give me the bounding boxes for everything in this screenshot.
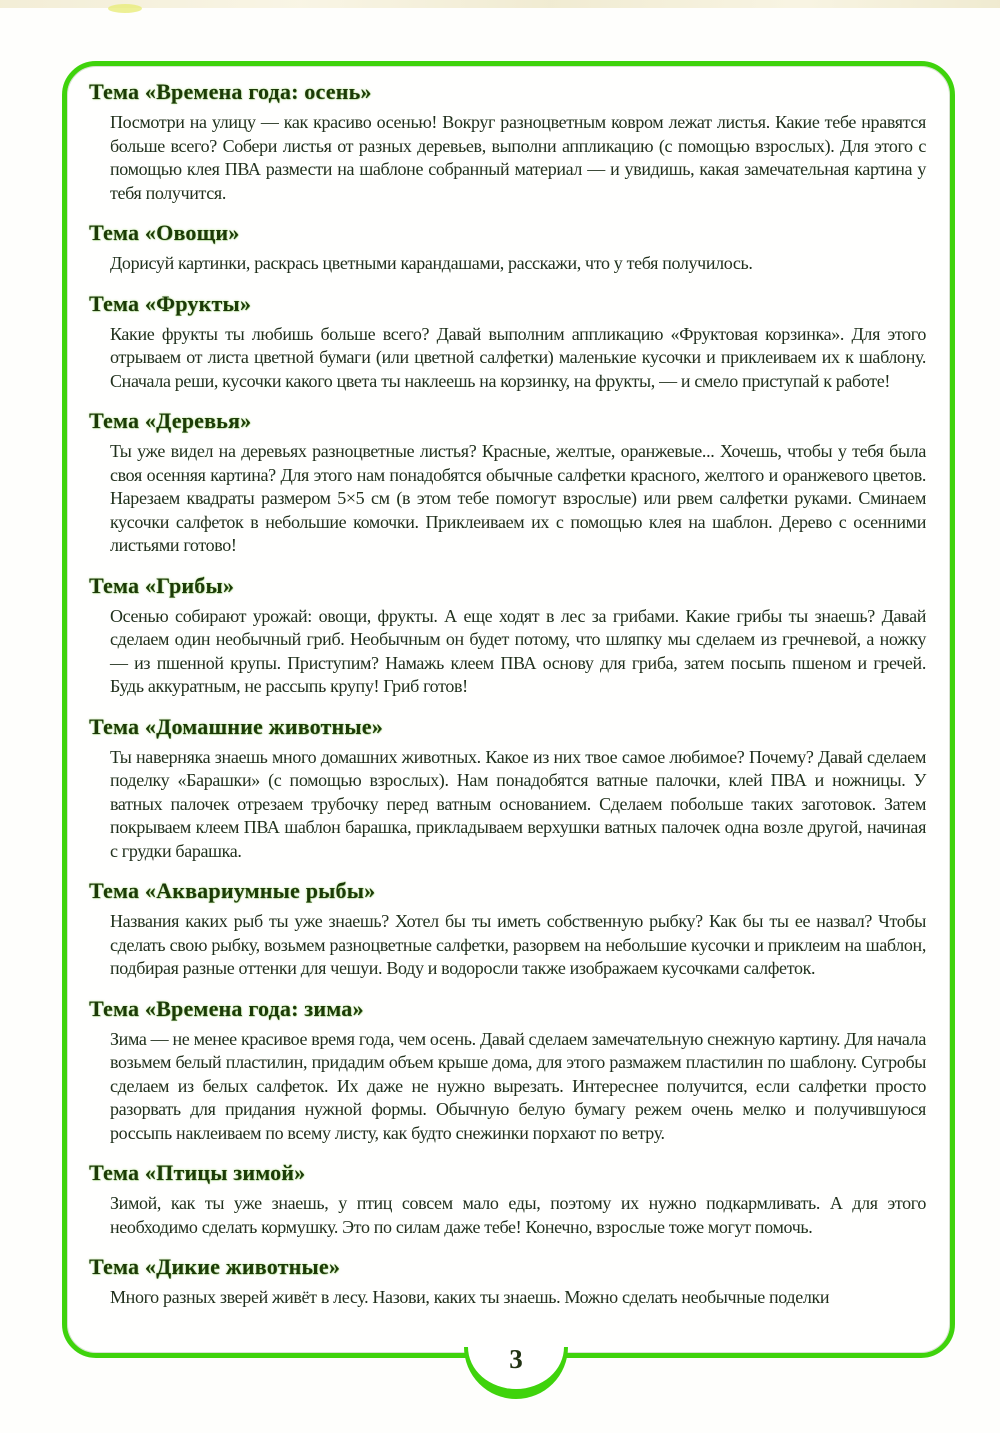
page-number: 3 — [509, 1344, 523, 1374]
section — [89, 79, 936, 205]
section — [89, 714, 936, 864]
section — [89, 1254, 936, 1310]
section-heading: Тема «Птицы зимой» — [89, 1160, 306, 1185]
section-paragraph: Посмотри на улицу — как красиво осенью! Вокруг разноцветным ковром лежат листья. Какие тебе нравятся больше всего? Собери листья от разных деревьев, выполни аппликацию (с помощью взрослых). Для этого с помощью клея ПВА размести на шаблоне собранный материал — и увидишь, какая замечательная картина у тебя получится. — [110, 112, 926, 203]
section-heading: Тема «Времена года: осень» — [89, 79, 372, 104]
section-heading: Тема «Дикие животные» — [89, 1254, 341, 1279]
section — [89, 878, 936, 981]
section — [89, 408, 936, 558]
section — [89, 291, 936, 394]
scan-smudge — [108, 4, 142, 13]
page-number-tab — [464, 1344, 568, 1399]
section-paragraph: Какие фрукты ты любишь больше всего? Давай выполним аппликацию «Фруктовая корзинка». Для этого отрываем от листа цветной бумаги (или цветной салфетки) маленькие кусочки и приклеиваем их к шаблону. Сначала реши, кусочки какого цвета ты наклеешь на корзинку, на фрукты, — и смело приступай к работе! — [110, 323, 926, 391]
section-paragraph: Названия каких рыб ты уже знаешь? Хотел бы ты иметь собственную рыбку? Как бы ты ее назвал? Чтобы сделать свою рыбку, возьмем разноцветные салфетки, разорвем на небольшие кусочки и приклеим на шаблон, подбирая разные оттенки для чешуи. Воду и водоросли также изображаем кусочками салфеток. — [110, 911, 926, 978]
section-paragraph: Осенью собирают урожай: овощи, фрукты. А еще ходят в лес за грибами. Какие грибы ты знаешь? Давай сделаем один необычный гриб. Необычным он будет потому, что шляпку мы сделаем из гречневой, а ножку — из пшенной крупы. Приступим? Намажь клеем ПВА основу для гриба, затем посыпь пшеном и гречей. Будь аккуратным, не рассыпь крупу! Гриб готов! — [110, 605, 926, 696]
scanned-page-edge — [0, 0, 1000, 8]
section-paragraph: Зимой, как ты уже знаешь, у птиц совсем мало еды, поэтому их нужно подкармливать. А для этого необходимо сделать кормушку. Это по силам даже тебе! Конечно, взрослые тоже могут помочь. — [110, 1193, 926, 1237]
section-heading: Тема «Домашние животные» — [89, 713, 383, 739]
section-paragraph: Зима — не менее красивое время года, чем осень. Давай сделаем замечательную снежную картину. Для начала возьмем белый пластилин, придадим объем крыше дома, для этого размажем пластилин по шаблону. Сугробы сделаем из белых салфеток. Их даже не нужно вырезать. Интереснее получится, если салфетки просто разорвать для придания нужной формы. Обычную белую бумагу режем очень мелко и получившуюся россыпь наклеиваем по всему листу, как будто снежинки порхают по ветру. — [110, 1028, 926, 1143]
section-heading: Тема «Аквариумные рыбы» — [89, 878, 376, 903]
section-paragraph: Много разных зверей живёт в лесу. Назови, каких ты знаешь. Можно сделать необычные поделки — [110, 1287, 830, 1307]
section-paragraph: Дорисуй картинки, раскрась цветными карандашами, расскажи, что у тебя получилось. — [110, 253, 753, 273]
section — [89, 220, 936, 276]
content-frame — [62, 61, 955, 1374]
section-paragraph: Ты уже видел на деревьях разноцветные листья? Красные, желтые, оранжевые... Хочешь, чтобы у тебя была своя осенняя картина? Для этого нам понадобятся обычные салфетки красного, желтого и оранжевого цветов. Нарезаем квадраты размером 5×5 см (в этом тебе помогут взрослые) или рвем салфетки руками. Сминаем кусочки салфеток в небольшие комочки. Приклеиваем их с помощью клея на шаблон. Дерево с осенними листьями готово! — [110, 441, 926, 555]
section — [89, 996, 936, 1146]
section-heading: Тема «Фрукты» — [89, 290, 252, 316]
section-heading: Тема «Времена года: зима» — [89, 995, 364, 1021]
section-heading: Тема «Овощи» — [89, 220, 240, 245]
section — [89, 1160, 936, 1239]
section-heading: Тема «Деревья» — [89, 408, 252, 433]
section — [89, 573, 936, 699]
section-paragraph: Ты наверняка знаешь много домашних животных. Какое из них твое самое любимое? Почему? Давай сделаем поделку «Барашки» (с помощью взрослых). Нам понадобятся ватные палочки, клей ПВА и ножницы. У ватных палочек отрезаем трубочку перед ватным основанием. Сделаем побольше таких заготовок. Затем покрываем клеем ПВА шаблон барашка, прикладываем верхушки ватных палочек одна возле другой, начиная с грудки барашка. — [110, 746, 926, 861]
section-heading: Тема «Грибы» — [89, 572, 235, 598]
